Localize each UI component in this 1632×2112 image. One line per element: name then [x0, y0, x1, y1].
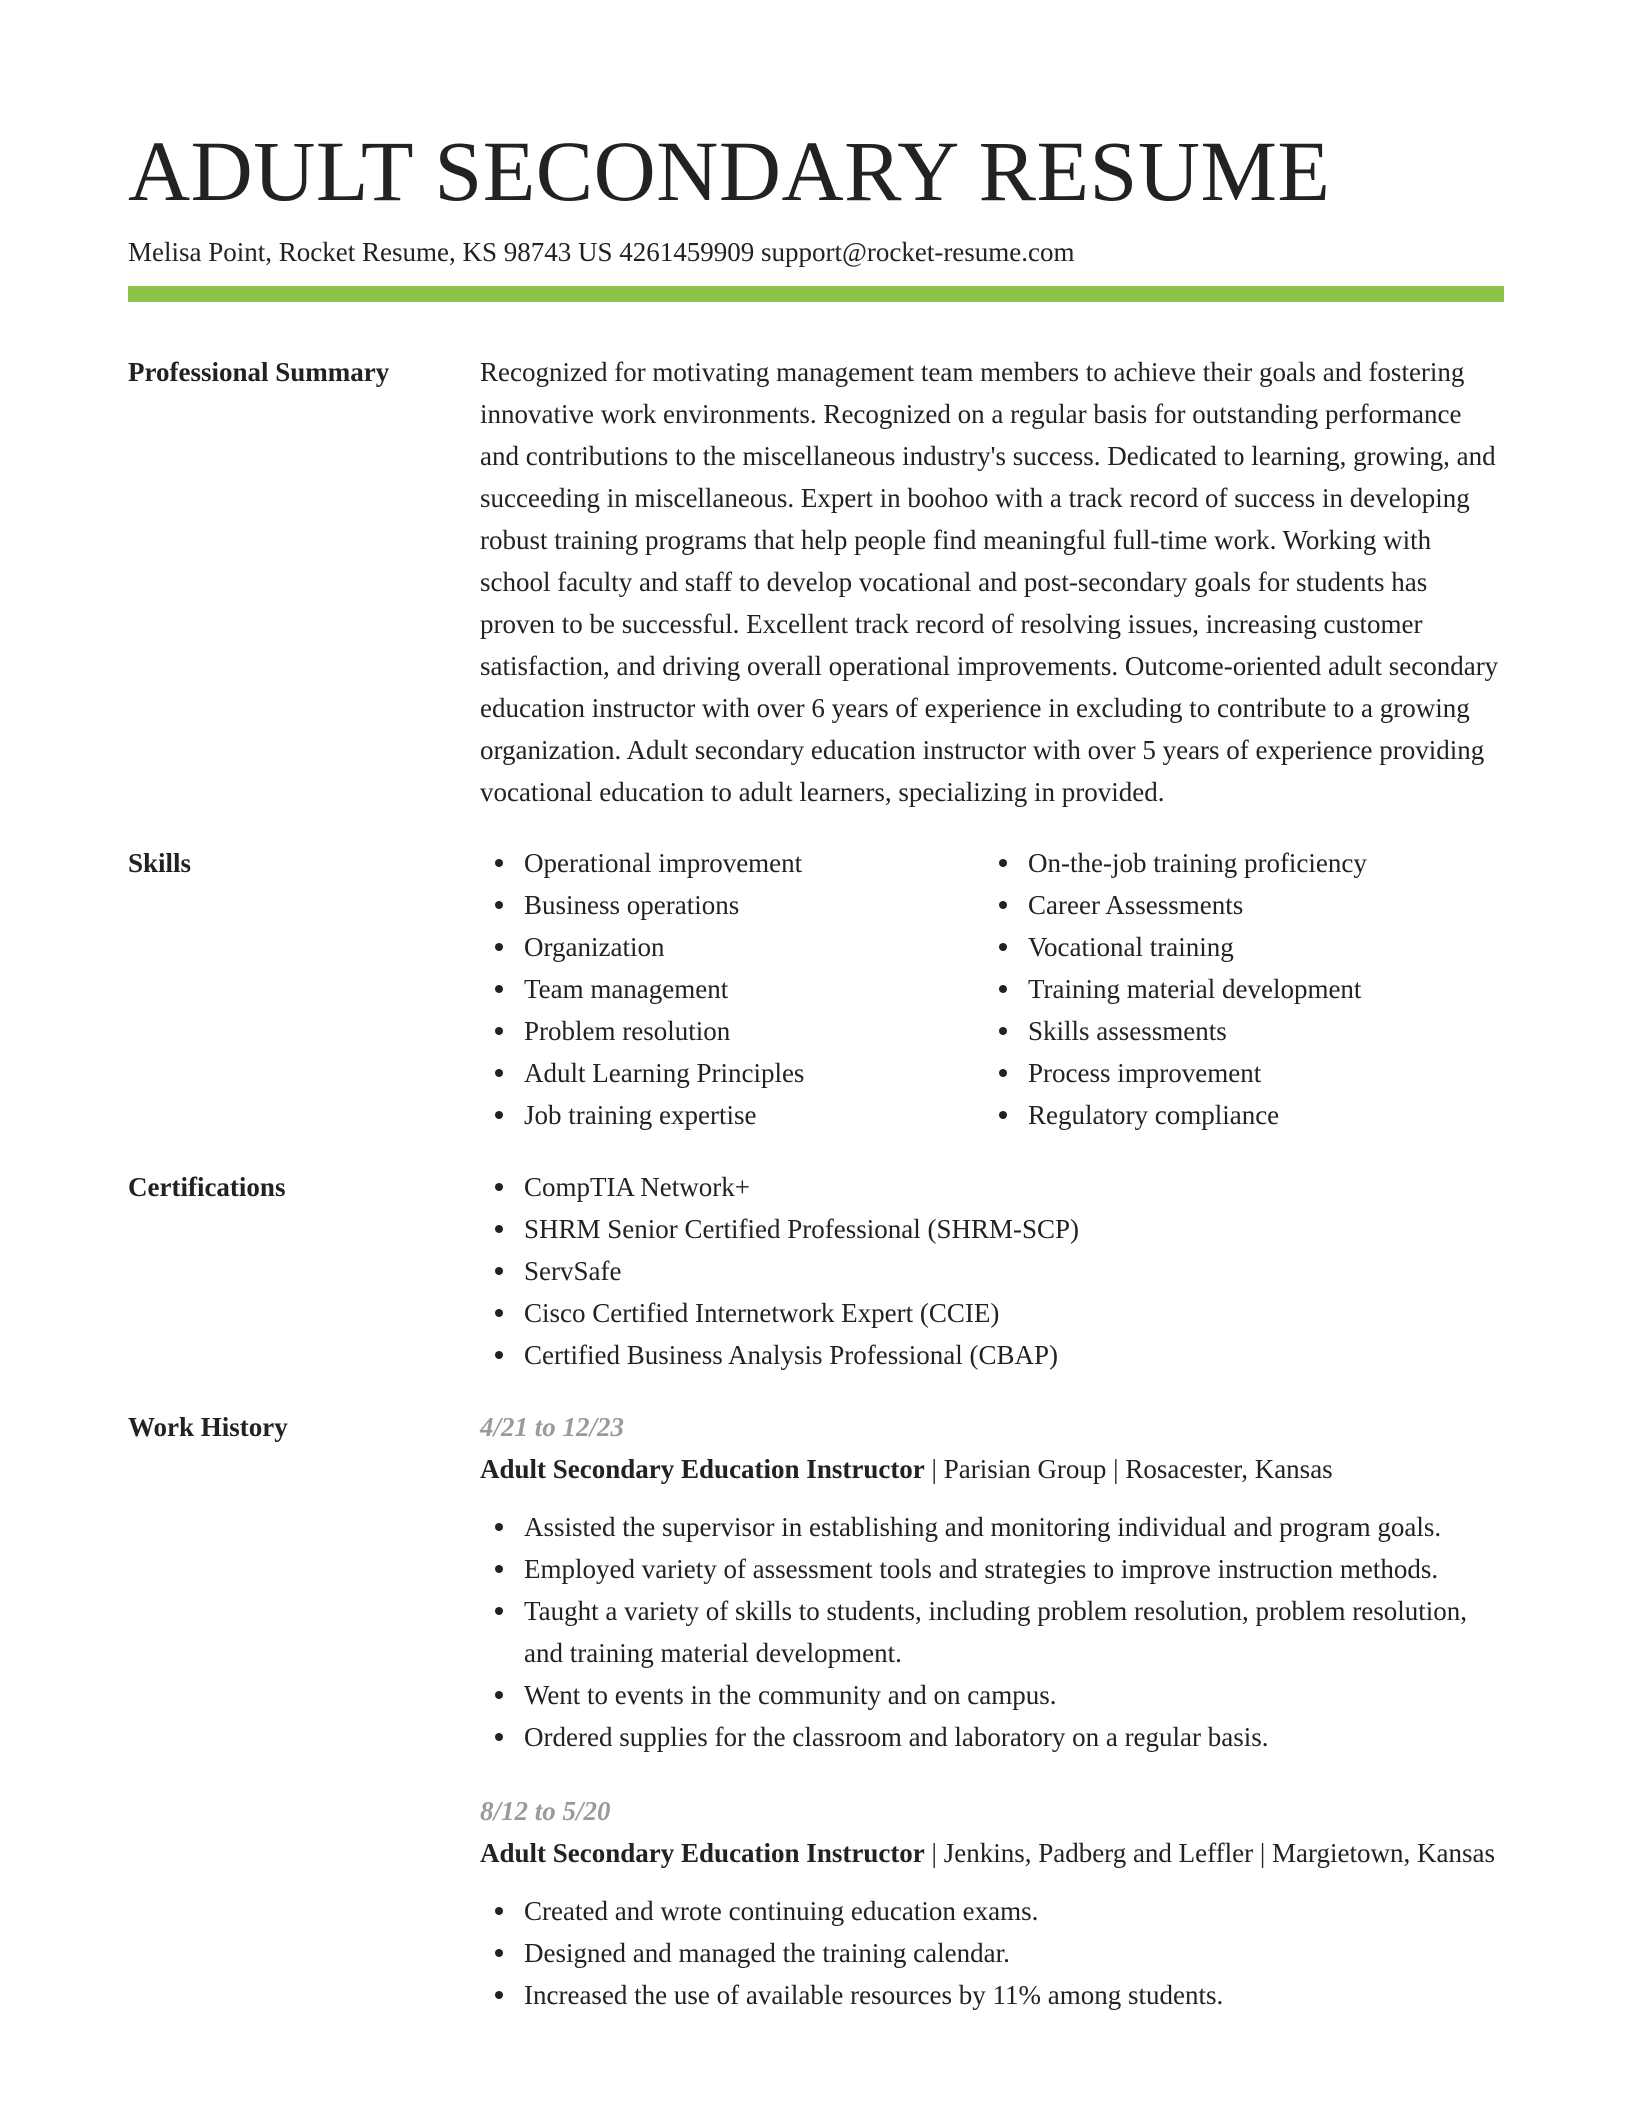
certification-item: Certified Business Analysis Professional (CBAP): [480, 1334, 1504, 1376]
skill-item: Operational improvement: [480, 842, 984, 884]
header-divider: [128, 286, 1504, 302]
job-entry: [480, 1406, 1504, 1758]
skill-item: Business operations: [480, 884, 984, 926]
work-history-body: [480, 1406, 1504, 2016]
certification-item: CompTIA Network+: [480, 1166, 1504, 1208]
skill-item: Job training expertise: [480, 1094, 984, 1136]
skills-section: [128, 842, 1504, 1136]
job-duties-list: [480, 1506, 1504, 1758]
work-history-label: Work History: [128, 1412, 288, 1442]
skills-label: Skills: [128, 848, 192, 878]
skill-item: On-the-job training proficiency: [984, 842, 1488, 884]
job-dates: 8/12 to 5/20: [480, 1796, 611, 1826]
certification-item: ServSafe: [480, 1250, 1504, 1292]
job-entry: [480, 1790, 1504, 2016]
job-duty: Designed and managed the training calendar.: [480, 1932, 1504, 1974]
job-employer-location: | Parisian Group | Rosacester, Kansas: [924, 1454, 1333, 1484]
job-duty: Assisted the supervisor in establishing and monitoring individual and program goals.: [480, 1506, 1504, 1548]
contact-info: Melisa Point, Rocket Resume, KS 98743 US 4261459909 support@rocket-resume.com: [128, 237, 1075, 267]
job-duties-list: [480, 1890, 1504, 2016]
job-duty: Went to events in the community and on campus.: [480, 1674, 1504, 1716]
skill-item: Vocational training: [984, 926, 1488, 968]
job-duty: Created and wrote continuing education exams.: [480, 1890, 1504, 1932]
certification-item: Cisco Certified Internetwork Expert (CCIE): [480, 1292, 1504, 1334]
skill-item: Organization: [480, 926, 984, 968]
skills-list-left: [480, 842, 984, 1136]
certifications-label: Certifications: [128, 1172, 286, 1202]
skills-grid: [480, 842, 1504, 1136]
job-duty: Taught a variety of skills to students, including problem resolution, problem resolution, and training material development.: [480, 1590, 1504, 1674]
skill-item: Problem resolution: [480, 1010, 984, 1052]
certifications-list: [480, 1166, 1504, 1376]
certifications-body: [480, 1166, 1504, 1376]
summary-section: [128, 351, 1504, 813]
job-employer-location: | Jenkins, Padberg and Leffler | Margietown, Kansas: [924, 1838, 1495, 1868]
skills-list-right: [984, 842, 1488, 1136]
job-title: Adult Secondary Education Instructor: [480, 1838, 925, 1868]
skill-item: Regulatory compliance: [984, 1094, 1488, 1136]
skill-item: Process improvement: [984, 1052, 1488, 1094]
resume-title: ADULT SECONDARY RESUME: [128, 123, 1331, 219]
job-duty: Increased the use of available resources by 11% among students.: [480, 1974, 1504, 2016]
summary-text: Recognized for motivating management team members to achieve their goals and fostering innovative work environments. Recognized on a regular basis for outstanding performance and contributions to the miscellaneous industry's success. Dedicated to learning, growing, and succeeding in miscellaneous. Expert in boohoo with a track record of success in developing robust training programs that help people find meaningful full-time work. Working with school faculty and staff to develop vocational and post-secondary goals for students has proven to be successful. Excellent track record of resolving issues, increasing customer satisfaction, and driving overall operational improvements. Outcome-oriented adult secondary education instructor with over 6 years of experience in excluding to contribute to a growing organization. Adult secondary education instructor with over 5 years of experience providing vocational education to adult learners, specializing in provided.: [480, 357, 1499, 807]
job-duty: Employed variety of assessment tools and strategies to improve instruction methods.: [480, 1548, 1504, 1590]
job-duty: Ordered supplies for the classroom and laboratory on a regular basis.: [480, 1716, 1504, 1758]
summary-label: Professional Summary: [128, 357, 390, 387]
job-heading: [480, 1448, 1504, 1490]
resume-page: [128, 118, 1504, 2016]
skill-item: Career Assessments: [984, 884, 1488, 926]
skill-item: Training material development: [984, 968, 1488, 1010]
certification-item: SHRM Senior Certified Professional (SHRM-SCP): [480, 1208, 1504, 1250]
job-heading: [480, 1832, 1504, 1874]
skill-item: Skills assessments: [984, 1010, 1488, 1052]
certifications-section: [128, 1166, 1504, 1376]
work-history-section: [128, 1406, 1504, 2016]
skill-item: Team management: [480, 968, 984, 1010]
job-title: Adult Secondary Education Instructor: [480, 1454, 925, 1484]
skill-item: Adult Learning Principles: [480, 1052, 984, 1094]
job-dates: 4/21 to 12/23: [480, 1412, 625, 1442]
